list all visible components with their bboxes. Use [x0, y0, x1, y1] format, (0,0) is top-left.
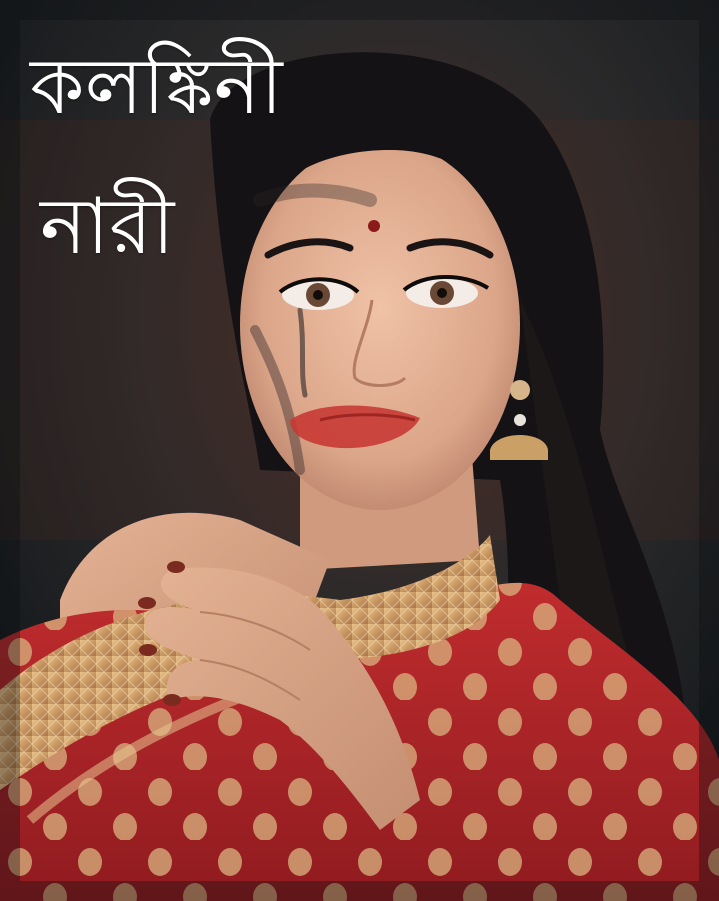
poster-title-line-1: কলঙ্কিনী — [30, 42, 283, 132]
poster-title-line-2: নারী — [40, 182, 175, 272]
